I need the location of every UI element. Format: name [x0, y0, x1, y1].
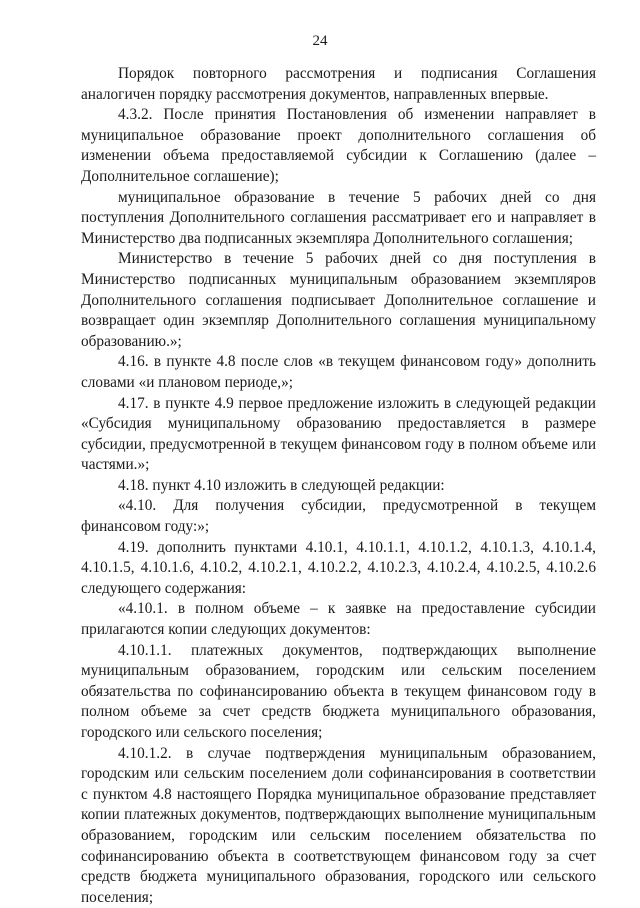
paragraph-4-16: 4.16. в пункте 4.8 после слов «в текущем финансовом году» дополнить словами «и плановом периоде,»;	[81, 353, 596, 391]
paragraph-4-10: «4.10. Для получения субсидии, предусмотренной в текущем финансовом году:»;	[81, 497, 596, 536]
paragraph-reconsideration: Порядок повторного рассмотрения и подписания Соглашения аналогичен порядку рассмотрения документов, направленных впервые.	[81, 65, 596, 103]
page-number: 24	[312, 33, 328, 49]
paragraph-4-10-1-2: 4.10.1.2. в случае подтверждения муниципальным образованием, городским или сельским поселением доли софинансирования в соответствии с пунктом 4.8 настоящего Порядка муниципальное образование представляет копии платежных документов, подтверждающих выполнение муниципальным образованием, городским или сельским поселением обязательства по софинансированию объекта в соответствующем финансовом году за счет средств бюджета муниципального образования, городского или сельского поселения;	[81, 744, 596, 906]
paragraph-4-18: 4.18. пункт 4.10 изложить в следующей редакции:	[118, 476, 445, 494]
paragraph-4-10-1: «4.10.1. в полном объеме – к заявке на предоставление субсидии прилагаются копии следующих документов:	[81, 600, 596, 639]
paragraph-4-17: 4.17. в пункте 4.9 первое предложение изложить в следующей редакции «Субсидия муниципальному образованию предоставляется в размере субсидии, предусмотренной в текущем финансовом году в полном объеме или частями.»;	[81, 394, 596, 474]
paragraph-4-19: 4.19. дополнить пунктами 4.10.1, 4.10.1.1, 4.10.1.2, 4.10.1.3, 4.10.1.4, 4.10.1.5, 4.10.1.6, 4.10.2, 4.10.2.1, 4.10.2.2, 4.10.2.3, 4.10.2.4, 4.10.2.5, 4.10.2.6 следующего содержания:	[81, 538, 596, 597]
document-body	[81, 64, 596, 908]
paragraph-ministry-signing: Министерство в течение 5 рабочих дней со дня поступления в Министерство подписанных муниципальным образованием экземпляров Дополнительного соглашения подписывает Дополнительное соглашение и возвращает один экземпляр Дополнительного соглашения муниципальному образованию.»;	[81, 250, 596, 350]
paragraph-municipal-review: муниципальное образование в течение 5 рабочих дней со дня поступления Дополнительного соглашения рассматривает его и направляет в Министерство два подписанных экземпляра Дополнительного соглашения;	[81, 188, 596, 247]
paragraph-4-10-1-1: 4.10.1.1. платежных документов, подтверждающих выполнение муниципальным образованием, городским или сельским поселением обязательства по софинансированию объекта в текущем финансовом году в полном объеме за счет средств бюджета муниципального образования, городского или сельского поселения;	[81, 641, 596, 741]
paragraph-4-3-2: 4.3.2. После принятия Постановления об изменении направляет в муниципальное образование проект дополнительного соглашения об изменении объема предоставляемой субсидии к Соглашению (далее – Дополнительное соглашение);	[81, 106, 596, 185]
